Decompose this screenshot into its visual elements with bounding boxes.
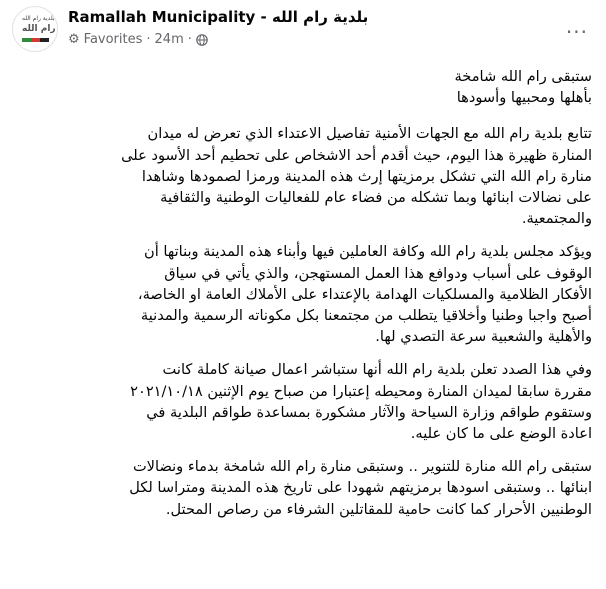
text-line: المنارة ظهيرة هذا اليوم، حيث أقدم أحد الاشخاص على تحطيم أحد الأسود على	[121, 146, 592, 164]
text-line: والأهلية والشعبية سرعة التصدي لها.	[375, 328, 592, 346]
text-line: والمجتمعية.	[521, 210, 592, 228]
page-avatar[interactable]	[12, 6, 58, 52]
paragraph-5	[14, 456, 592, 520]
text-line: على نضالات ابنائها وبما تشكله من فضاء عام للفعاليات الوطنية والثقافية	[160, 189, 592, 207]
paragraph-4	[14, 359, 592, 444]
text-line: وفي هذا الصدد تعلن بلدية رام الله أنها ستباشر اعمال صيانة كاملة كانت	[162, 361, 592, 379]
text-line: وستقوم طواقم وزارة السياحة والآثار مشكورة بمساعدة طواقم البلدية في	[146, 403, 592, 421]
logo-black-stripe	[40, 38, 49, 42]
text-line: بأهلها ومحبيها وأسودها	[456, 89, 592, 107]
text-line: الأفكار الظلامية والمسلكيات الهدامة بالإعتداء على الأملاك العامة او الخاصة،	[137, 285, 592, 303]
text-line: منارة رام الله التي تشكل برمزيتها إرث هذه المدينة ورمزا لصمودها وشاهدا	[141, 167, 592, 185]
more-options-icon[interactable]: ···	[565, 20, 588, 44]
text-line: ستبقى رام الله شامخة	[454, 68, 592, 85]
post-time[interactable]: 24m	[154, 32, 184, 47]
audience-label[interactable]: Favorites	[83, 32, 143, 47]
text-line: الوطنيين الأحرار كما كانت حامية للمقاتلين الشرفاء من رصاص المحتل.	[165, 500, 592, 518]
paragraph-2	[14, 123, 592, 229]
post-body	[14, 66, 592, 520]
text-line: الوقوف على أسباب ودوافع هذا العمل المستهجن، والذي يأتي في سياق	[164, 264, 592, 282]
text-line: ويؤكد مجلس بلدية رام الله وكافة العاملين فيها وأبناء هذه المدينة وبناتها أن	[143, 243, 592, 261]
page-name-link[interactable]: Ramallah Municipality - بلدية رام الله	[68, 8, 369, 26]
text-line: مقررة سابقا لميدان المنارة ومحيطه إعتبارا من صباح يوم الإثنين ٢٠٢١/١٠/١٨	[130, 382, 592, 400]
text-line: ستبقى رام الله منارة للتنوير .. وستبقى منارة رام الله شامخة بدماء ونضالات	[132, 458, 592, 476]
logo-red-stripe	[31, 38, 40, 42]
paragraph-1	[14, 66, 592, 108]
paragraph-3	[14, 241, 592, 347]
globe-icon	[196, 34, 208, 46]
text-line: ابنائها .. وستبقى اسودها برمزيتهم شهودا على تاريخ هذه المدينة ومتراسا لكل	[129, 479, 592, 497]
text-line: أصبح واجبا وطنيا وأخلاقيا يتطلب من مجتمعنا بكل مكوناته الرسمية والمدنية	[140, 307, 592, 325]
logo-green-stripe	[22, 38, 31, 42]
post-header	[12, 6, 594, 58]
avatar-logo-mark: رام الله	[22, 24, 56, 34]
meta-separator-2: ·	[187, 32, 192, 47]
text-line: تتابع بلدية رام الله مع الجهات الأمنية تفاصيل الاعتداء الذي تعرض له ميدان	[147, 125, 592, 143]
meta-separator: ·	[146, 32, 151, 47]
avatar-logo-text: بلدية رام الله	[22, 15, 55, 22]
text-line: اعادة الوضع على ما كان عليه.	[410, 425, 592, 443]
post-meta	[68, 32, 208, 47]
favorites-gear-icon: ⚙	[68, 32, 80, 47]
